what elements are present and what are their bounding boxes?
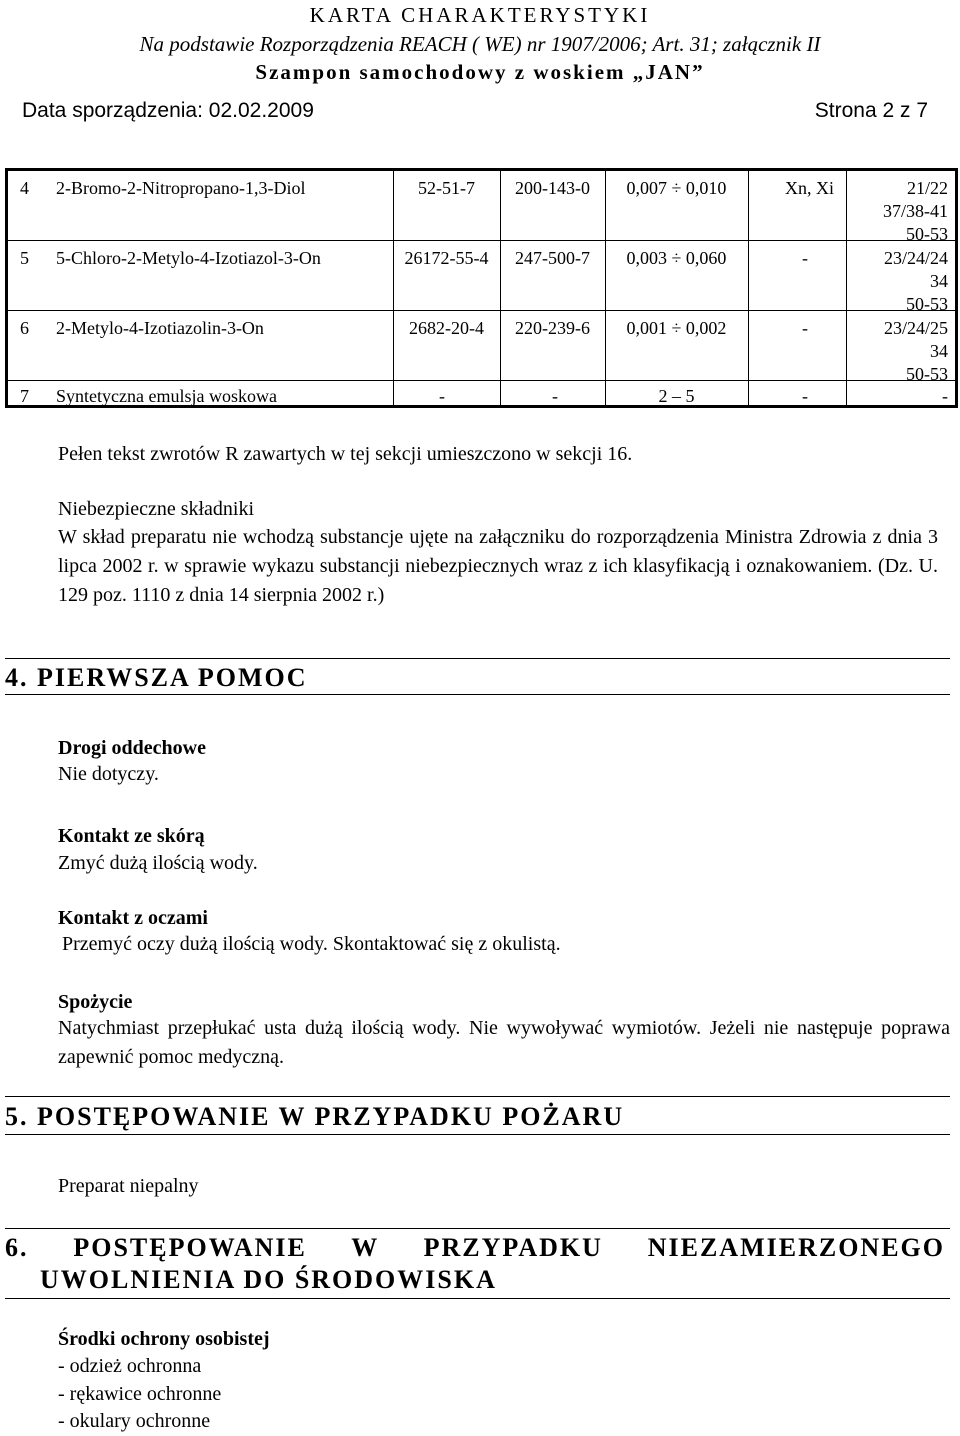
section-6-title-line2: UWOLNIENIA DO ŚRODOWISKA <box>40 1265 497 1294</box>
substance-name: 2-Metylo-4-Izotiazolin-3-On <box>56 318 264 338</box>
composition-table <box>5 168 958 408</box>
r-phrases: 23/24/25 34 50-53 <box>883 318 948 384</box>
row-number: 6 <box>20 318 29 338</box>
ec-number: - <box>552 386 558 406</box>
section-text: Nie dotyczy. <box>58 763 159 785</box>
section-text: Przemyć oczy dużą ilością wody. Skontaktować się z okulistą. <box>62 933 561 955</box>
page-number: Strona 2 z 7 <box>814 99 928 122</box>
hazardous-heading: Niebezpieczne składniki <box>58 498 255 520</box>
substance-name: 2-Bromo-2-Nitropropano-1,3-Diol <box>56 178 306 198</box>
r-phrases-note: Pełen tekst zwrotów R zawartych w tej sekcji umieszczono w sekcji 16. <box>58 443 633 465</box>
cas-number: 2682-20-4 <box>409 318 484 338</box>
cas-number: 52-51-7 <box>418 178 475 198</box>
concentration: 0,001 ÷ 0,002 <box>626 318 727 338</box>
list-item: - odzież ochronna <box>58 1355 202 1377</box>
section-5-title: 5. POSTĘPOWANIE W PRZYPADKU POŻARU <box>5 1102 625 1131</box>
row-number: 7 <box>20 386 29 406</box>
preparation-date: Data sporządzenia: 02.02.2009 <box>22 99 314 122</box>
list-item: - okulary ochronne <box>58 1410 211 1432</box>
ec-number: 200-143-0 <box>515 178 590 198</box>
cas-number: 26172-55-4 <box>404 248 489 268</box>
section-heading: Środki ochrony osobistej <box>58 1328 270 1350</box>
row-number: 4 <box>20 178 29 198</box>
list-item: - rękawice ochronne <box>58 1383 222 1405</box>
section-heading: Kontakt ze skórą <box>58 825 205 847</box>
section-text: Preparat niepalny <box>58 1175 199 1197</box>
cas-number: - <box>439 386 445 406</box>
classification: - <box>802 386 808 406</box>
row-number: 5 <box>20 248 29 268</box>
classification: Xn, Xi <box>785 178 834 198</box>
r-phrases: 21/22 37/38-41 50-53 <box>883 178 948 244</box>
ec-number: 220-239-6 <box>515 318 590 338</box>
classification: - <box>802 318 808 338</box>
substance-name: 5-Chloro-2-Metylo-4-Izotiazol-3-On <box>56 248 321 268</box>
ec-number: 247-500-7 <box>515 248 590 268</box>
section-heading: Spożycie <box>58 991 133 1013</box>
section-text: Natychmiast przepłukać usta dużą ilością wody. Nie wywoływać wymiotów. Jeżeli nie następuje poprawa zapewnić pomoc medyczną. <box>58 1017 950 1068</box>
classification: - <box>802 248 808 268</box>
section-4-title: 4. PIERWSZA POMOC <box>5 663 308 692</box>
r-phrases: 23/24/24 34 50-53 <box>883 248 948 314</box>
section-heading: Drogi oddechowe <box>58 737 206 759</box>
product-name: Szampon samochodowy z woskiem „JAN” <box>255 60 705 84</box>
r-phrases: - <box>942 386 948 406</box>
regulation-reference: Na podstawie Rozporządzenia REACH ( WE) nr 1907/2006; Art. 31; załącznik II <box>139 32 821 56</box>
document-title: KARTA CHARAKTERYSTYKI <box>309 3 651 27</box>
substance-name: Syntetyczna emulsja woskowa <box>56 386 277 406</box>
section-heading: Kontakt z oczami <box>58 907 208 929</box>
concentration: 2 – 5 <box>658 386 695 406</box>
concentration: 0,003 ÷ 0,060 <box>626 248 727 268</box>
section-6-title-line1: 6. POSTĘPOWANIE W PRZYPADKU NIEZAMIERZONEGO <box>5 1233 945 1262</box>
concentration: 0,007 ÷ 0,010 <box>626 178 727 198</box>
hazardous-text: W skład preparatu nie wchodzą substancje ujęte na załączniku do rozporządzenia Ministra Zdrowia z dnia 3 lipca 2002 r. w sprawie wykazu substancji niebezpiecznych wraz z ich klasyfikacją i oznakowaniem. (Dz. U. 129 poz. 1110 z dnia 14 sierpnia 2002 r.) <box>58 526 938 606</box>
section-text: Zmyć dużą ilością wody. <box>58 852 258 874</box>
